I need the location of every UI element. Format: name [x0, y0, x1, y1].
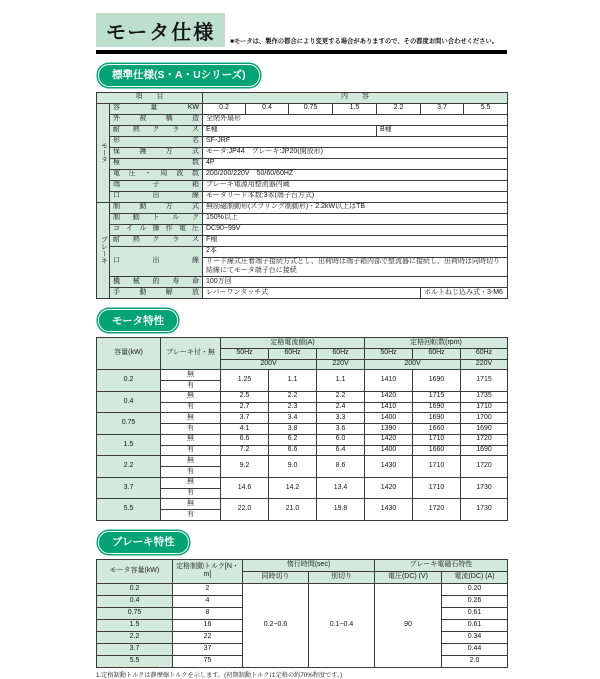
spec-value-cell: 150%以上: [203, 213, 508, 224]
value-cell: 1720: [461, 434, 508, 445]
col-header-brake: ブレーキ付・無: [161, 338, 221, 370]
spec-row: [97, 136, 508, 147]
value-cell: 8.6: [317, 456, 365, 478]
value-cell: 3.4: [269, 413, 317, 424]
value-cell: 2.2: [269, 391, 317, 402]
spec-value-cell: DC90~99V: [203, 224, 508, 235]
mc-data-row: [97, 456, 508, 467]
torque-cell: 37: [173, 643, 243, 655]
capacity-cell: 3.7: [97, 477, 161, 499]
col-header-content: 内 容: [203, 92, 508, 103]
brake-with-cell: 有: [161, 488, 221, 499]
col-header-coast-time: 惰行時間(sec): [243, 559, 375, 571]
torque-cell: 22: [173, 631, 243, 643]
spec-item-label: 制 動 方 式: [110, 202, 203, 213]
value-cell: 1710: [413, 456, 461, 478]
brake-with-cell: 有: [161, 510, 221, 521]
motor-chars-body: [97, 338, 508, 521]
brake-none-cell: 無: [161, 391, 221, 402]
spec-value-cell: 200/200/220V 50/60/60HZ: [203, 169, 508, 180]
brake-chars-body: [97, 559, 508, 667]
spec-value-cell: ボルトねじ込み式・3-M6: [421, 288, 508, 299]
section-heading-brake-chars: ブレーキ特性: [98, 531, 189, 554]
motor-spec-page: [96, 13, 507, 679]
col-header-separate: 別切り: [309, 571, 375, 583]
spec-value-cell: B種: [377, 125, 508, 136]
spec-row: [97, 114, 508, 125]
spec-row: [97, 125, 508, 136]
spec-value-cell: 2本: [203, 246, 508, 257]
value-cell: 1735: [461, 391, 508, 402]
mc-data-row: [97, 434, 508, 445]
col-header-speed: 定格回転数(rpm): [365, 338, 508, 349]
capacity-cell: 0.2: [97, 583, 173, 595]
spec-value-cell: E種: [203, 125, 377, 136]
value-cell: 1710: [413, 477, 461, 499]
current-cell: 0.26: [442, 595, 508, 607]
col-header-freq: 60Hz: [461, 348, 508, 359]
spec-item-label: 手 動 解 放: [110, 288, 203, 299]
brake-with-cell: 有: [161, 424, 221, 435]
torque-cell: 16: [173, 619, 243, 631]
value-cell: 6.4: [317, 445, 365, 456]
col-header-freq: 60Hz: [269, 348, 317, 359]
spec-value-cell: ブレーキ電源用整流器内蔵: [203, 180, 508, 191]
col-header-torque: 定格制動トルク[N・m]: [173, 559, 243, 583]
mc-data-row: [97, 413, 508, 424]
spec-item-label: 外 被 構 造: [110, 114, 203, 125]
current-cell: 0.44: [442, 643, 508, 655]
value-cell: 1410: [365, 402, 413, 413]
spec-item-label: 保 護 方 式: [110, 147, 203, 158]
col-header-simultaneous: 同時切り: [243, 571, 309, 583]
capacity-cell: 0.75: [97, 607, 173, 619]
value-cell: 3.6: [317, 424, 365, 435]
col-header-voltage: 電圧(DC) (V): [375, 571, 442, 583]
value-cell: 1720: [413, 499, 461, 521]
brake-with-cell: 有: [161, 445, 221, 456]
value-cell: 3.7: [221, 413, 269, 424]
current-cell: 0.20: [442, 583, 508, 595]
section-heading-standard-spec: 標準仕様(S・A・Uシリーズ): [98, 64, 260, 87]
capacity-cell: 2.2: [97, 456, 161, 478]
value-cell: 1690: [461, 424, 508, 435]
torque-cell: 8: [173, 607, 243, 619]
current-cell: 2.0: [442, 655, 508, 667]
value-cell: 21.0: [269, 499, 317, 521]
brake-none-cell: 無: [161, 456, 221, 467]
value-cell: 1400: [365, 413, 413, 424]
value-cell: 4.1: [221, 424, 269, 435]
spec-item-label: 口 出 線: [110, 191, 203, 202]
brake-none-cell: 無: [161, 434, 221, 445]
capacity-cell: 0.75: [97, 413, 161, 435]
value-cell: 1430: [365, 456, 413, 478]
value-cell: 6.2: [269, 434, 317, 445]
value-cell: 1715: [461, 370, 508, 392]
bc-data-row: [97, 583, 508, 595]
value-cell: 3.8: [269, 424, 317, 435]
spec-value-cell: 3.7: [421, 103, 464, 114]
capacity-cell: 0.2: [97, 370, 161, 392]
col-header-volt: 220V: [317, 359, 365, 370]
bc-header-row: [97, 559, 508, 571]
brake-chars-footnote: 1.定格制動トルクは静摩擦トルクを示します。(初期制動トルクは定格の約70%程度です。): [96, 671, 343, 679]
value-cell: 1660: [413, 445, 461, 456]
spec-item-label: 容 量 KW: [110, 103, 203, 114]
spec-value-cell: F種: [203, 235, 508, 246]
current-cell: 0.61: [442, 619, 508, 631]
spec-value-cell: SF-JRF: [203, 136, 508, 147]
value-cell: 1690: [413, 402, 461, 413]
brake-with-cell: 有: [161, 381, 221, 392]
spec-value-cell: 無励磁制動形(スプリング制動形)・2.2kW以上はTB: [203, 202, 508, 213]
brake-chars-table: [96, 559, 508, 668]
spec-value-cell: リード線式圧着端子接続方式とし、出荷時は端子箱内部で整流器に接続し、出荷時は同時切り結線にてモータ端子台に接続: [203, 257, 508, 277]
value-cell: 9.0: [269, 456, 317, 478]
col-header-item: 項 目: [97, 92, 203, 103]
capacity-cell: 1.5: [97, 434, 161, 456]
spec-row: [97, 224, 508, 235]
value-cell: 14.6: [221, 477, 269, 499]
value-cell: 22.0: [221, 499, 269, 521]
value-cell: 1660: [413, 424, 461, 435]
spec-row: [97, 103, 508, 114]
capacity-cell: 2.2: [97, 631, 173, 643]
spec-value-cell: 5.5: [464, 103, 508, 114]
current-cell: 0.34: [442, 631, 508, 643]
voltage-cell: 90: [375, 583, 442, 667]
spec-row: [97, 235, 508, 246]
value-cell: 2.4: [317, 402, 365, 413]
brake-none-cell: 無: [161, 499, 221, 510]
spec-item-label: 極 数: [110, 158, 203, 169]
spec-value-cell: 0.2: [203, 103, 246, 114]
value-cell: 1.1: [269, 370, 317, 392]
col-header-motor-capacity: モータ容量(kW): [97, 559, 173, 583]
brake-with-cell: 有: [161, 402, 221, 413]
value-cell: 2.3: [269, 402, 317, 413]
spec-row: [97, 213, 508, 224]
standard-spec-body: [97, 92, 508, 299]
value-cell: 6.0: [317, 434, 365, 445]
value-cell: 2.2: [317, 391, 365, 402]
spec-value-cell: 4P: [203, 158, 508, 169]
col-header-volt: 200V: [365, 359, 461, 370]
spec-item-label: 電 圧 ・ 周 波 数: [110, 169, 203, 180]
value-cell: 6.6: [221, 434, 269, 445]
value-cell: 1690: [461, 445, 508, 456]
section-heading-motor-chars: モータ特性: [98, 309, 178, 332]
value-cell: 19.8: [317, 499, 365, 521]
group-label-motor: モータ: [97, 103, 110, 202]
value-cell: 1420: [365, 391, 413, 402]
torque-cell: 75: [173, 655, 243, 667]
capacity-cell: 5.5: [97, 499, 161, 521]
brake-none-cell: 無: [161, 370, 221, 381]
capacity-cell: 0.4: [97, 595, 173, 607]
spec-item-label: 機 械 的 寿 命: [110, 277, 203, 288]
capacity-cell: 3.7: [97, 643, 173, 655]
value-cell: 1430: [365, 499, 413, 521]
spec-value-cell: 2.2: [377, 103, 421, 114]
spec-value-cell: 100万回: [203, 277, 508, 288]
spec-item-label: 口 出 線: [110, 246, 203, 277]
spec-value-cell: モータリード本数:3本(端子台方式): [203, 191, 508, 202]
col-header-freq: 50Hz: [221, 348, 269, 359]
spec-value-cell: レバーワンタッチ式: [203, 288, 421, 299]
title-note: ■モータは、製作の都合により変更する場合がありますので、その都度お問い合わせください。: [230, 38, 499, 45]
brake-none-cell: 無: [161, 413, 221, 424]
divider-rule: [96, 50, 507, 54]
value-cell: 1.25: [221, 370, 269, 392]
spec-row: [97, 202, 508, 213]
spec-header-row: [97, 92, 508, 103]
value-cell: 1710: [413, 434, 461, 445]
spec-value-cell: 全閉外扇形: [203, 114, 508, 125]
value-cell: 1390: [365, 424, 413, 435]
spec-item-label: 耐 熱 ク ラ ス: [110, 125, 203, 136]
spec-row: [97, 288, 508, 299]
spec-value-cell: 0.4: [246, 103, 289, 114]
current-cell: 0.61: [442, 607, 508, 619]
coast-separate-cell: 0.1~0.4: [309, 583, 375, 667]
spec-row: [97, 277, 508, 288]
col-header-magnet: ブレーキ電磁石特性: [375, 559, 508, 571]
spec-value-cell: 1.5: [333, 103, 377, 114]
col-header-volt: 220V: [461, 359, 508, 370]
col-header-freq: 50Hz: [365, 348, 413, 359]
value-cell: 6.6: [269, 445, 317, 456]
brake-with-cell: 有: [161, 467, 221, 478]
capacity-cell: 5.5: [97, 655, 173, 667]
col-header-current: 定格電流値(A): [221, 338, 365, 349]
value-cell: 9.2: [221, 456, 269, 478]
spec-row: [97, 147, 508, 158]
spec-row: [97, 180, 508, 191]
coast-simultaneous-cell: 0.2~0.6: [243, 583, 309, 667]
spec-row: [97, 169, 508, 180]
col-header-volt: 200V: [221, 359, 317, 370]
col-header-freq: 60Hz: [317, 348, 365, 359]
page-title: モータ仕様: [96, 13, 225, 47]
col-header-current: 電流(DC) (A): [442, 571, 508, 583]
spec-row: [97, 158, 508, 169]
mc-data-row: [97, 477, 508, 488]
spec-item-label: 形 名: [110, 136, 203, 147]
value-cell: 14.2: [269, 477, 317, 499]
spec-item-label: 端 子 箱: [110, 180, 203, 191]
value-cell: 1700: [461, 413, 508, 424]
spec-value-cell: 0.75: [289, 103, 333, 114]
value-cell: 1730: [461, 477, 508, 499]
mc-data-row: [97, 499, 508, 510]
value-cell: 1690: [413, 370, 461, 392]
torque-cell: 4: [173, 595, 243, 607]
mc-data-row: [97, 391, 508, 402]
torque-cell: 2: [173, 583, 243, 595]
value-cell: 1420: [365, 434, 413, 445]
col-header-capacity: 容量(kW): [97, 338, 161, 370]
spec-row: [97, 246, 508, 257]
spec-row: [97, 191, 508, 202]
spec-item-label: コ イ ル 操 作 電 圧: [110, 224, 203, 235]
value-cell: 1.1: [317, 370, 365, 392]
value-cell: 7.2: [221, 445, 269, 456]
brake-none-cell: 無: [161, 477, 221, 488]
title-row: [96, 13, 507, 47]
spec-item-label: 耐 熱 ク ラ ス: [110, 235, 203, 246]
value-cell: 3.3: [317, 413, 365, 424]
capacity-cell: 0.4: [97, 391, 161, 413]
value-cell: 1720: [461, 456, 508, 478]
capacity-cell: 1.5: [97, 619, 173, 631]
value-cell: 1420: [365, 477, 413, 499]
spec-value-cell: モータ:JP44 ブレーキ:JP20(開放形): [203, 147, 508, 158]
value-cell: 1410: [365, 370, 413, 392]
col-header-freq: 60Hz: [413, 348, 461, 359]
value-cell: 1400: [365, 445, 413, 456]
value-cell: 2.5: [221, 391, 269, 402]
motor-chars-table: [96, 337, 508, 521]
value-cell: 1690: [413, 413, 461, 424]
value-cell: 1730: [461, 499, 508, 521]
mc-header-row: [97, 338, 508, 349]
value-cell: 2.7: [221, 402, 269, 413]
spec-item-label: 制 動 ト ル ク: [110, 213, 203, 224]
mc-data-row: [97, 370, 508, 381]
standard-spec-table: [96, 92, 508, 300]
group-label-brake: ブレーキ: [97, 202, 110, 299]
value-cell: 13.4: [317, 477, 365, 499]
value-cell: 1715: [413, 391, 461, 402]
value-cell: 1710: [461, 402, 508, 413]
